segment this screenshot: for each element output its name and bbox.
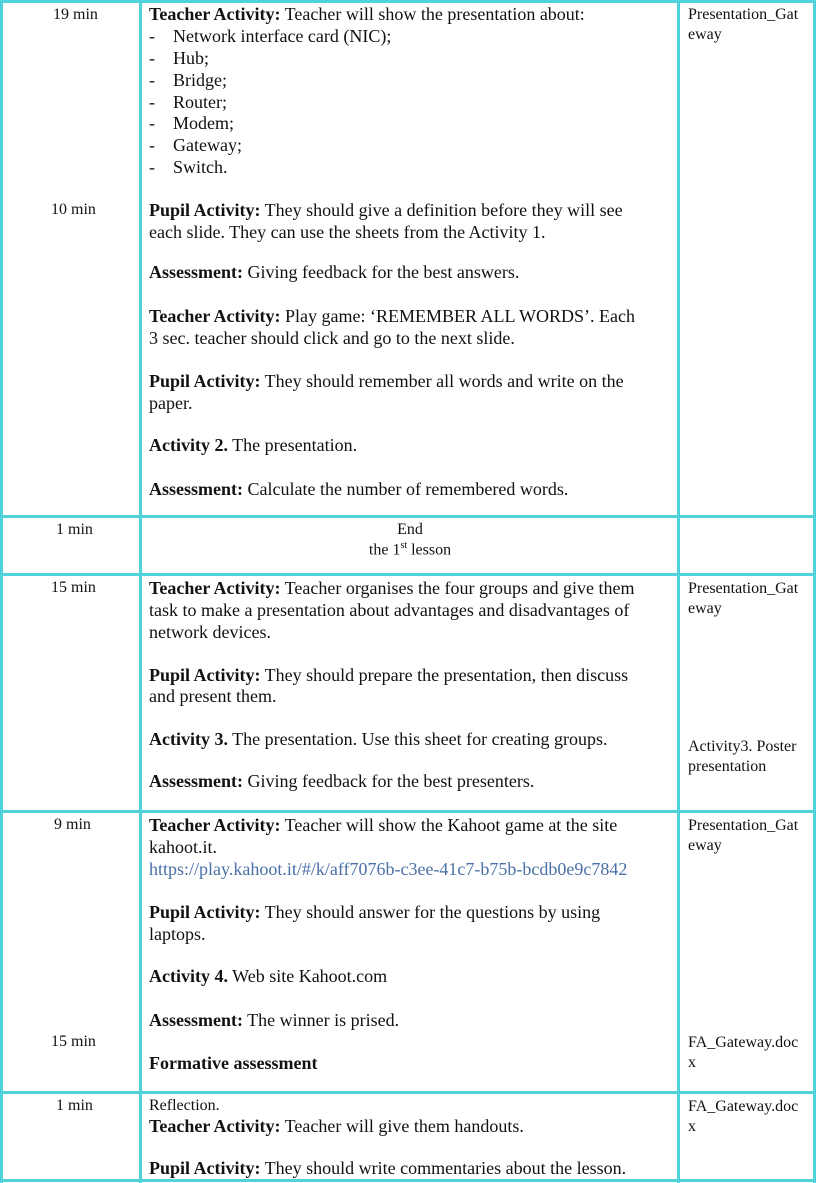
table-border-bottom [0, 1179, 816, 1182]
table-border-col1 [139, 0, 142, 1183]
resource-cell: Presentation_Gat eway [688, 580, 799, 617]
list-item: - Router; [149, 92, 227, 112]
assessment: Assessment: Calculate the number of remembered words. [149, 479, 569, 499]
resource-cell: FA_Gateway.doc x [688, 1034, 799, 1071]
row-divider-4 [0, 1091, 816, 1094]
resource-cell: Presentation_Gat eway [688, 6, 799, 43]
pupil-activity: Pupil Activity: They should answer for the questions by using [149, 902, 601, 922]
list-item: - Network interface card (NIC); [149, 26, 392, 46]
activity: Activity 2. The presentation. [149, 435, 358, 455]
teacher-activity: Teacher Activity: Teacher will show the Kahoot game at the site [149, 815, 618, 835]
table-border-left [0, 0, 3, 1183]
teacher-activity: Teacher Activity: Teacher will give them handouts. [149, 1116, 524, 1136]
time-cell: 19 min [53, 6, 98, 23]
teacher-activity-cont: network devices. [149, 622, 271, 642]
end-text: End [397, 521, 423, 538]
resource-cell: Presentation_Gat eway [688, 817, 799, 854]
pupil-activity-cont: paper. [149, 393, 193, 413]
pupil-activity-cont: and present them. [149, 686, 277, 706]
assessment: Assessment: The winner is prised. [149, 1010, 400, 1030]
row-divider-2 [0, 573, 816, 576]
time-cell: 10 min [51, 201, 96, 218]
list-item: - Switch. [149, 157, 228, 177]
table-border-top [0, 0, 816, 3]
formative-assessment: Formative assessment [149, 1053, 318, 1073]
pupil-activity-cont: laptops. [149, 924, 206, 944]
time-cell: 1 min [56, 1097, 93, 1114]
list-item: - Gateway; [149, 135, 242, 155]
teacher-activity: Teacher Activity: Teacher organises the four groups and give them [149, 578, 635, 598]
assessment: Assessment: Giving feedback for the best presenters. [149, 771, 535, 791]
resource-cell: FA_Gateway.doc x [688, 1098, 799, 1135]
time-cell: 1 min [56, 521, 93, 538]
assessment: Assessment: Giving feedback for the best answers. [149, 262, 520, 282]
resource-cell: Activity3. Poster presentation [688, 738, 797, 775]
pupil-activity: Pupil Activity: They should give a definition before they will see [149, 200, 623, 220]
time-cell: 9 min [54, 816, 91, 833]
row-divider-3 [0, 810, 816, 813]
pupil-activity: Pupil Activity: They should write commentaries about the lesson. [149, 1158, 627, 1178]
lesson-text: the 1st lesson [368, 540, 452, 559]
teacher-activity-cont: 3 sec. teacher should click and go to the next slide. [149, 328, 515, 348]
teacher-activity: Teacher Activity: Teacher will show the presentation about: [149, 4, 585, 24]
pupil-activity-cont: each slide. They can use the sheets from the Activity 1. [149, 222, 546, 242]
reflection: Reflection. [149, 1097, 220, 1114]
time-cell: 15 min [51, 1033, 96, 1050]
table-border-col2 [677, 0, 680, 1183]
pupil-activity: Pupil Activity: They should prepare the presentation, then discuss [149, 665, 629, 685]
teacher-activity-cont: task to make a presentation about advantages and disadvantages of [149, 600, 630, 620]
list-item: - Bridge; [149, 70, 227, 90]
teacher-activity-cont: kahoot.it. [149, 837, 217, 857]
kahoot-link[interactable]: https://play.kahoot.it/#/k/aff7076b-c3ee-41c7-b75b-bcdb0e9c7842 [149, 859, 628, 879]
activity: Activity 4. Web site Kahoot.com [149, 966, 388, 986]
teacher-activity: Teacher Activity: Play game: ‘REMEMBER ALL WORDS’. Each [149, 306, 635, 326]
list-item: - Hub; [149, 48, 209, 68]
list-item: - Modem; [149, 113, 234, 133]
pupil-activity: Pupil Activity: They should remember all words and write on the [149, 371, 624, 391]
activity: Activity 3. The presentation. Use this sheet for creating groups. [149, 729, 608, 749]
row-divider-1 [0, 515, 816, 518]
time-cell: 15 min [51, 579, 96, 596]
